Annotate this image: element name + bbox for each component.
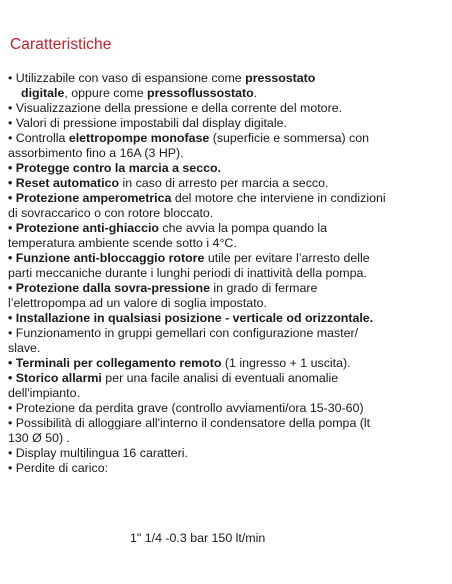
feature-line xyxy=(8,101,448,116)
feature-text: del motore che interviene in condizioni xyxy=(171,191,386,205)
feature-line xyxy=(8,116,448,131)
feature-item xyxy=(8,311,448,326)
feature-item xyxy=(8,116,448,131)
feature-item xyxy=(8,221,448,251)
feature-text: assorbimento fino a 16A (3 HP). xyxy=(8,146,184,160)
feature-item xyxy=(8,401,448,416)
feature-text: in grado di fermare xyxy=(209,281,318,295)
feature-text: . xyxy=(253,86,258,100)
feature-line xyxy=(8,416,448,431)
feature-text: (superficie e sommersa) con xyxy=(209,131,370,145)
feature-item xyxy=(8,461,448,476)
feature-text-bold: • Protegge contro la marcia a secco. xyxy=(8,161,221,175)
feature-item xyxy=(8,416,448,446)
feature-item xyxy=(8,326,448,356)
feature-text: dell'impianto. xyxy=(8,386,80,400)
feature-text: • Possibilità di alloggiare all'interno il condensatore della pompa (lt xyxy=(8,416,371,430)
feature-text: di sovraccarico o con rotore bloccato. xyxy=(8,206,214,220)
feature-line xyxy=(8,206,448,221)
feature-text: temperatura ambiente scende sotto i 4°C. xyxy=(8,236,237,250)
feature-text: in caso di arresto per marcia a secco. xyxy=(119,176,329,190)
section-heading: Caratteristiche xyxy=(10,36,112,53)
feature-line xyxy=(8,401,448,416)
feature-text: per una facile analisi di eventuali anomalie xyxy=(101,371,339,385)
feature-line xyxy=(8,221,448,236)
feature-text: • Utilizzabile con vaso di espansione come xyxy=(8,71,246,85)
feature-text: • Visualizzazione della pressione e della corrente del motore. xyxy=(8,101,343,115)
feature-line xyxy=(8,176,448,191)
feature-line xyxy=(8,251,448,266)
feature-line xyxy=(8,311,448,326)
feature-text-bold: • Terminali per collegamento remoto xyxy=(8,356,222,370)
pressure-loss-value: 1" 1/4 -0.3 bar 150 lt/min xyxy=(130,531,266,545)
feature-line xyxy=(8,236,448,251)
feature-text-bold: pressoflussostato xyxy=(147,86,254,100)
feature-line xyxy=(8,326,448,341)
feature-line xyxy=(8,371,448,386)
feature-item xyxy=(8,71,448,101)
feature-item xyxy=(8,446,448,461)
feature-line xyxy=(8,266,448,281)
feature-item xyxy=(8,251,448,281)
feature-line xyxy=(8,86,448,101)
feature-text: slave. xyxy=(8,341,41,355)
feature-line xyxy=(8,386,448,401)
feature-text-bold: • Reset automatico xyxy=(8,176,120,190)
feature-item xyxy=(8,101,448,116)
feature-text: • Controlla xyxy=(8,131,69,145)
feature-line xyxy=(8,146,448,161)
feature-text: utile per evitare l’arresto delle xyxy=(204,251,370,265)
feature-item xyxy=(8,371,448,401)
feature-text: parti meccaniche durante i lunghi periodi di inattività della pompa. xyxy=(8,266,367,280)
feature-text-bold: elettropompe monofase xyxy=(68,131,210,145)
feature-line xyxy=(8,281,448,296)
feature-item xyxy=(8,191,448,221)
feature-line xyxy=(8,131,448,146)
feature-text: l’elettropompa ad un valore di soglia impostato. xyxy=(8,296,267,310)
feature-item xyxy=(8,176,448,191)
feature-text: • Funzionamento in gruppi gemellari con configurazione master/ xyxy=(8,326,359,340)
feature-line xyxy=(8,461,448,476)
feature-line xyxy=(8,431,448,446)
feature-line xyxy=(8,446,448,461)
feature-text-bold: digitale xyxy=(21,86,65,100)
feature-text: • Perdite di carico: xyxy=(8,461,109,475)
feature-text: • Protezione da perdita grave (controllo avviamenti/ora 15-30-60) xyxy=(8,401,364,415)
feature-line xyxy=(8,356,448,371)
feature-line xyxy=(8,191,448,206)
feature-text: , oppure come xyxy=(64,86,148,100)
feature-text-bold: • Funzione anti-bloccaggio rotore xyxy=(8,251,205,265)
feature-text: • Display multilingua 16 caratteri. xyxy=(8,446,188,460)
feature-line xyxy=(8,161,448,176)
feature-item xyxy=(8,161,448,176)
feature-line xyxy=(8,71,448,86)
feature-line xyxy=(8,296,448,311)
feature-text: • Valori di pressione impostabili dal display digitale. xyxy=(8,116,287,130)
feature-text: che avvia la pompa quando la xyxy=(158,221,328,235)
feature-text-bold: • Protezione amperometrica xyxy=(8,191,172,205)
feature-item xyxy=(8,131,448,161)
feature-text-bold: • Protezione anti-ghiaccio xyxy=(8,221,159,235)
features-list xyxy=(8,71,448,476)
feature-item xyxy=(8,356,448,371)
feature-line xyxy=(8,341,448,356)
feature-text: 130 Ø 50) . xyxy=(8,431,70,445)
feature-text-bold: • Protezione dalla sovra-pressione xyxy=(8,281,210,295)
feature-text: (1 ingresso + 1 uscita). xyxy=(221,356,351,370)
feature-text-bold: • Installazione in qualsiasi posizione - verticale od orizzontale. xyxy=(8,311,374,325)
feature-text-bold: pressostato xyxy=(245,71,316,85)
feature-text-bold: • Storico allarmi xyxy=(8,371,102,385)
feature-item xyxy=(8,281,448,311)
